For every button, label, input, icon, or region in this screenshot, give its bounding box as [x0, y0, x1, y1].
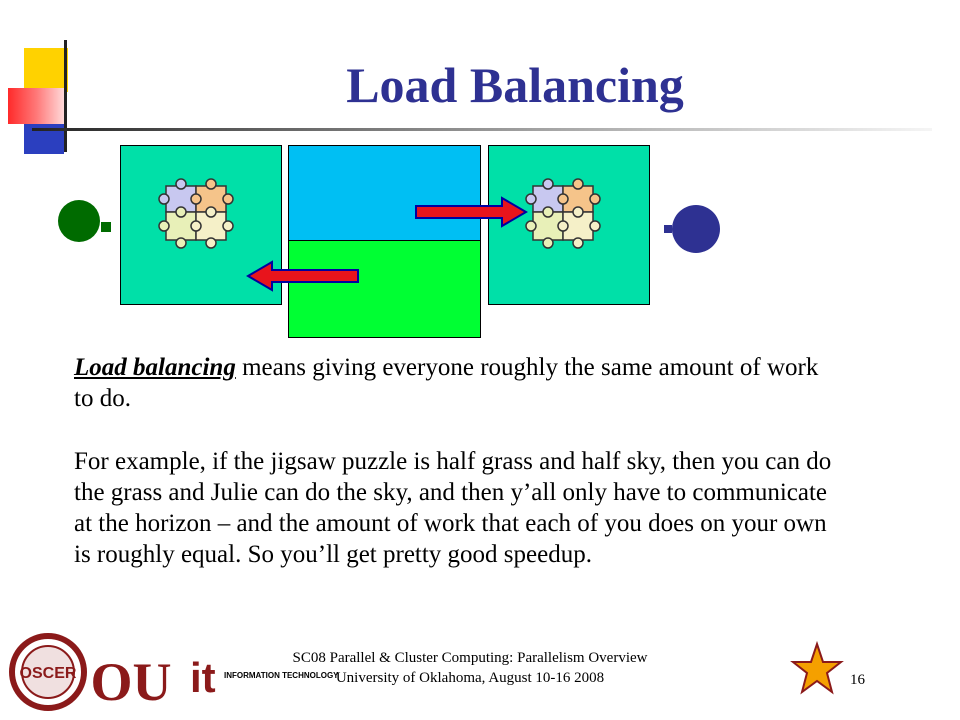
- puzzle-pieces-icon-right: [525, 176, 609, 258]
- sc08-star-logo: [792, 640, 842, 700]
- person-left-hand-icon: [100, 221, 112, 233]
- paragraph-example: For example, if the jigsaw puzzle is half grass and half sky, then you can do the grass and Julie can do the sky, and then y’all only have to communicate at the horizon – and the amount of work that each of you does on your own is roughly equal. So you’ll get pretty good speedup.: [74, 448, 832, 568]
- footer-line-1: SC08 Parallel & Cluster Computing: Parallelism Overview: [292, 650, 648, 666]
- puzzle-pieces-icon-left: [158, 176, 242, 258]
- person-left-icon: [58, 200, 100, 242]
- slide-title: Load Balancing: [346, 57, 684, 113]
- left-arrow-icon: [244, 260, 364, 292]
- svg-text:OU: OU: [90, 652, 172, 712]
- paragraph-definition: [74, 352, 844, 414]
- ou-logo: [90, 646, 172, 712]
- title-decoration-yellow-square: [24, 48, 68, 92]
- svg-text:OSCER: OSCER: [19, 665, 77, 682]
- page-number: 16: [850, 672, 865, 688]
- footer-line-2: University of Oklahoma, August 10-16 2008: [335, 670, 605, 686]
- person-right-hand-icon: [664, 225, 672, 233]
- definition-text: means giving everyone roughly the same amount of work to do.: [74, 354, 819, 412]
- svg-text:it: it: [190, 654, 216, 701]
- svg-text:INFORMATION TECHNOLOGY: INFORMATION TECHNOLOGY: [224, 671, 339, 680]
- person-right-icon: [672, 205, 720, 253]
- title-decoration-vertical-line: [64, 40, 67, 152]
- title-decoration-red-bar: [8, 88, 66, 124]
- term-load-balancing: Load balancing: [74, 354, 236, 381]
- title-underline: [32, 128, 932, 131]
- oscer-logo: [8, 632, 88, 712]
- right-arrow-icon: [410, 196, 530, 228]
- footer-caption: [240, 648, 700, 688]
